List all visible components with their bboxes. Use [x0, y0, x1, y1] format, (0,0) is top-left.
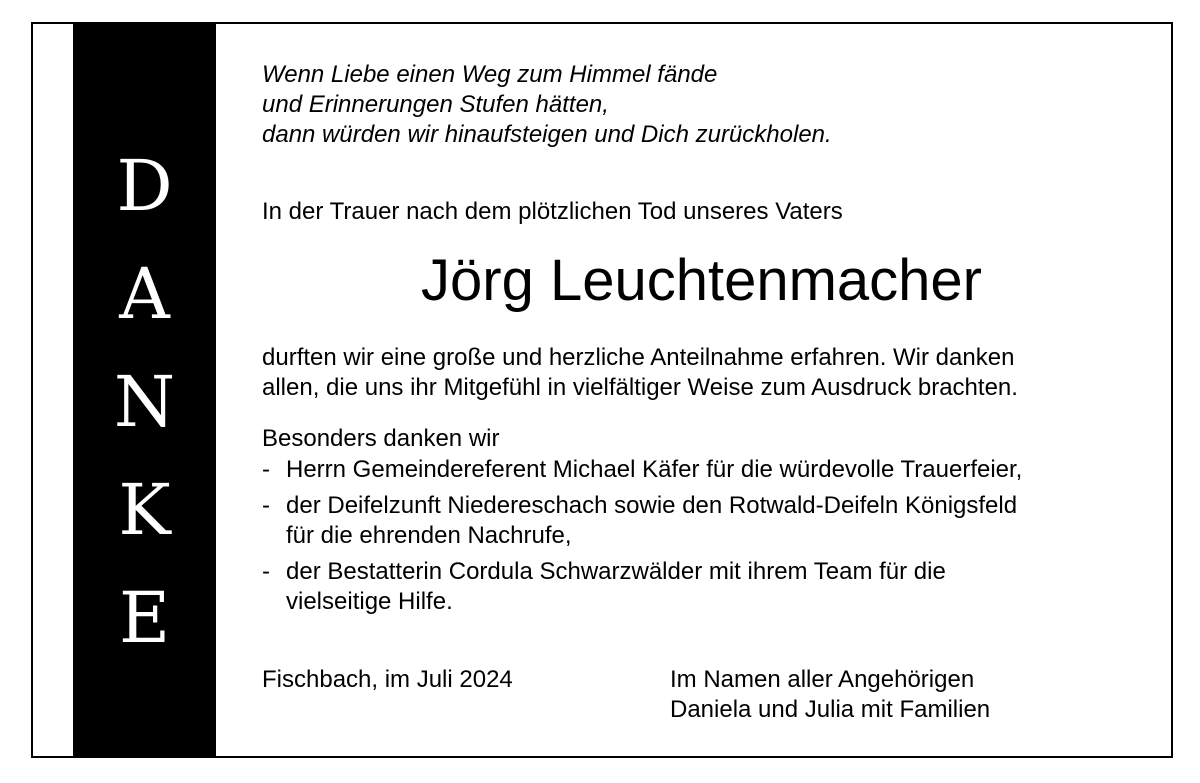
- intro-text: In der Trauer nach dem plötzlichen Tod unseres Vaters: [262, 198, 843, 225]
- poem-line: Wenn Liebe einen Weg zum Himmel fände: [262, 61, 718, 88]
- sidebar-letter: D: [116, 145, 173, 227]
- list-item-line: der Bestatterin Cordula Schwarzwälder mit ihrem Team für die: [286, 558, 946, 585]
- obituary-card: [31, 22, 1173, 758]
- list-item-line: der Deifelzunft Niedereschach sowie den Rotwald-Deifeln Königsfeld: [286, 492, 1018, 519]
- special-thanks-heading: Besonders danken wir: [262, 425, 500, 452]
- thanks-line: allen, die uns ihr Mitgefühl in vielfältiger Weise zum Ausdruck brachten.: [262, 374, 1018, 401]
- sidebar-letter: E: [118, 577, 171, 659]
- sidebar-letter: N: [113, 361, 176, 443]
- place-date: Fischbach, im Juli 2024: [262, 666, 513, 693]
- signature: [670, 665, 990, 725]
- signature-line: Daniela und Julia mit Familien: [670, 696, 991, 723]
- thanks-line: durften wir eine große und herzliche Anteilnahme erfahren. Wir danken: [262, 344, 1015, 371]
- sidebar-letter: K: [118, 469, 171, 551]
- signature-line: Im Namen aller Angehörigen: [670, 666, 975, 693]
- sidebar-letter: A: [119, 253, 170, 335]
- thanks-paragraph: [262, 343, 1153, 403]
- list-dash: -: [262, 558, 270, 585]
- list-item-line: Herrn Gemeindereferent Michael Käfer für die würdevolle Trauerfeier,: [286, 456, 1023, 483]
- poem: [262, 60, 1153, 150]
- special-thanks-list: [262, 455, 1153, 623]
- danke-sidebar: [73, 24, 216, 756]
- list-item: [262, 491, 1153, 551]
- list-dash: -: [262, 456, 270, 483]
- list-dash: -: [262, 492, 270, 519]
- list-item: [262, 455, 1153, 485]
- list-item-line: für die ehrenden Nachrufe,: [286, 522, 572, 549]
- list-item: [262, 557, 1153, 617]
- list-item-line: vielseitige Hilfe.: [286, 588, 453, 615]
- poem-line: und Erinnerungen Stufen hätten,: [262, 91, 609, 118]
- poem-line: dann würden wir hinaufsteigen und Dich zurückholen.: [262, 121, 832, 148]
- deceased-name: Jörg Leuchtenmacher: [421, 248, 982, 313]
